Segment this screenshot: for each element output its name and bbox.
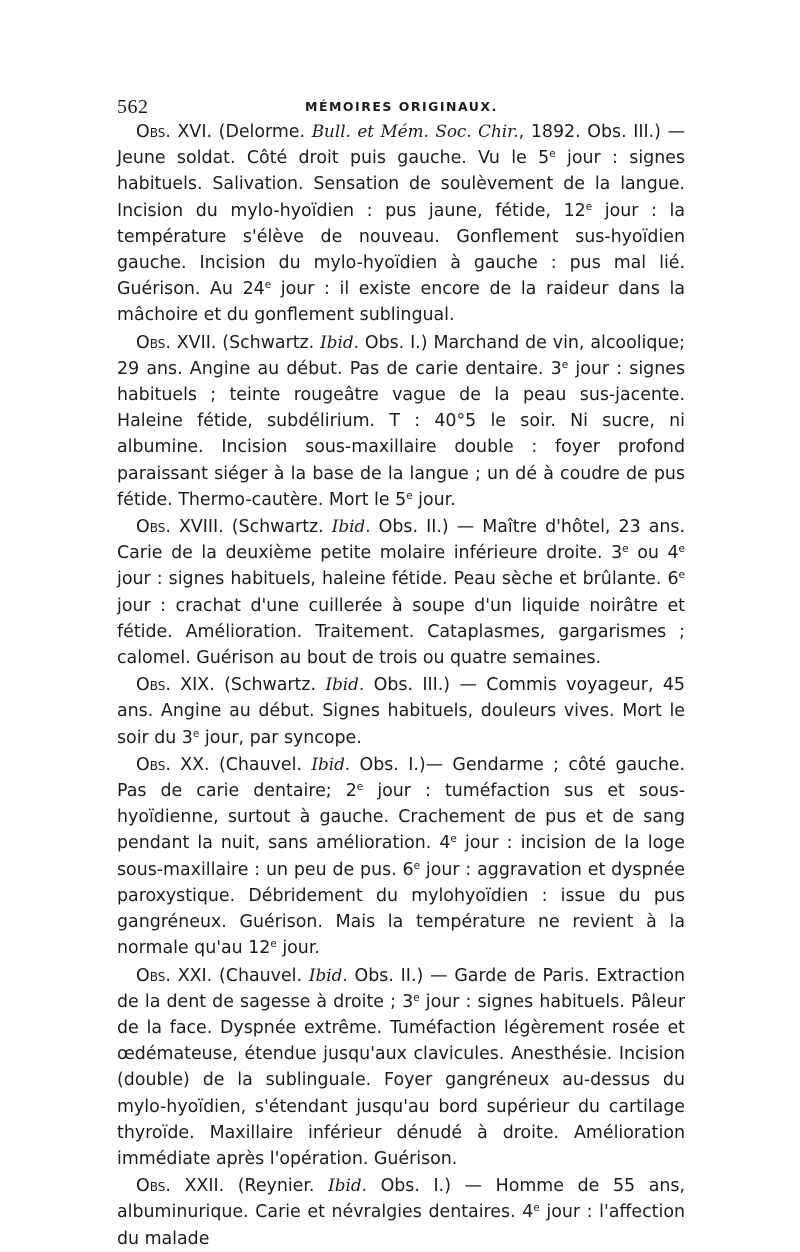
ordinal-sup: e [622, 543, 629, 556]
ordinal-sup: e [678, 543, 685, 556]
observation-xxii [117, 1172, 685, 1252]
observation-xx [117, 751, 685, 962]
obs-text: jour : la température s'élève de nouveau. Gonflement sus-hyoïdien gauche. Incision du mylo-hyoïdien à gauche : pus mal lié. Guérison. Au 24 [117, 200, 685, 300]
obs-text: jour : crachat d'une cuillerée à soupe d'un liquide noirâtre et fétide. Amélioration. Traitement. Cataplasmes, gargarismes ; calomel. Guérison au bout de trois ou quatre semaines. [117, 595, 685, 669]
obs-source: (Chauvel. [218, 754, 312, 775]
obs-text: jour : signes habituels. Pâleur de la face. Dyspnée extrême. Tuméfaction légèrement rosée et œdémateuse, étendue jusqu'aux clavicules. Anesthésie. Incision (double) de la sublinguale. Foyer gangréneux au-dessus du mylo-hyoïdien, s'étendant jusqu'au bord supérieur du cartilage thyroïde. Maxillaire inférieur dénudé à droite. Amélioration immédiate après l'opération. Guérison. [117, 991, 686, 1169]
observation-xviii [117, 513, 685, 671]
obs-label: Obs. XX. [136, 754, 210, 775]
obs-text: jour. [412, 489, 456, 510]
observation-xvi [117, 118, 685, 329]
ordinal-sup: e [533, 1202, 540, 1215]
obs-text: Obs. I.)— Gendarme ; côté gauche. Pas de carie dentaire; 2 [117, 754, 685, 802]
ordinal-sup: e [549, 148, 556, 161]
observation-xvii [117, 329, 685, 513]
body-text [117, 118, 685, 1252]
obs-label: Obs. XVIII. [136, 517, 224, 538]
obs-label: Obs. XVII. [136, 332, 217, 353]
ordinal-sup: e [406, 489, 413, 502]
obs-source: (Schwartz. [222, 332, 321, 353]
ordinal-sup: e [192, 727, 200, 740]
obs-text: jour : signes habituels. Salivation. Sensation de soulèvement de la langue. Incision du mylo-hyoïdien : pus jaune, fétide, 12 [117, 148, 685, 221]
obs-text: jour : il existe encore de la raideur dans la mâchoire et du gonflement sublingual. [117, 279, 685, 326]
obs-ibid: Ibid. [325, 674, 365, 695]
page-header [117, 96, 685, 120]
obs-text: jour : signes habituels, haleine fétide. Peau sèche et brûlante. 6 [117, 569, 679, 590]
ordinal-sup: e [561, 358, 569, 371]
obs-text: Obs. II.) — Maître d'hôtel, 23 ans. Carie de la deuxième petite molaire inférieure droite. 3 [117, 517, 685, 564]
ordinal-sup: e [270, 938, 277, 951]
obs-text: jour : aggravation et dyspnée paroxystique. Débridement du mylohyoïdien : issue du pus gangréneux. Guérison. Mais la température ne revient à la normale qu'au 12 [117, 859, 685, 959]
observation-xix [117, 671, 685, 751]
obs-text: Obs. I.) Marchand de vin, alcoolique; 29 ans. Angine au début. Pas de carie dentaire. 3 [117, 332, 685, 379]
ordinal-sup: e [678, 569, 685, 582]
obs-source: (Schwartz. [224, 675, 326, 696]
obs-ibid: Ibid. [311, 753, 351, 774]
obs-text: jour. [276, 938, 320, 959]
ordinal-sup: e [450, 833, 457, 846]
obs-source: (Delorme. [218, 122, 312, 142]
ordinal-sup: e [356, 781, 364, 794]
obs-label: Obs. XVI. [136, 122, 212, 142]
obs-text: Obs. II.) — Garde de Paris. Extraction de la dent de sagesse à droite ; 3 [117, 965, 686, 1012]
obs-ibid: Ibid. [308, 964, 348, 985]
observation-xxi [117, 962, 685, 1173]
ordinal-sup: e [585, 200, 593, 213]
obs-ibid: Ibid. [320, 331, 359, 352]
obs-ibid: Ibid. [331, 516, 371, 537]
ordinal-sup: e [264, 279, 272, 292]
obs-text: jour : signes habituels ; teinte rougeâtre vague de la peau sus-jacente. Haleine fétide, subdélirium. T : 40°5 le soir. Ni sucre, ni albumine. Incision sous-maxillaire double : foyer profond paraissant siéger à la base de la langue ; un dé à coudre de pus fétide. Thermo-cautère. Mort le 5 [117, 358, 685, 510]
obs-text: jour : l'affection du malade [117, 1202, 685, 1249]
obs-text: Obs. III.) — Commis voyageur, 45 ans. Angine au début. Signes habituels, douleurs vives. Mort le soir du 3 [117, 675, 685, 748]
obs-text: jour : incision de la loge sous-maxillaire : un peu de pus. 6 [117, 833, 685, 880]
obs-ibid: Ibid. [328, 1175, 367, 1196]
obs-journal-title: Bull. et Mém. Soc. Chir. [311, 121, 519, 141]
obs-text: Obs. I.) — Homme de 55 ans, albuminurique. Carie et névralgies dentaires. 4 [117, 1176, 685, 1223]
obs-source: (Schwartz. [231, 517, 332, 538]
obs-source: (Reynier. [237, 1176, 329, 1197]
ordinal-sup: e [413, 859, 421, 872]
page-number: 562 [117, 96, 149, 118]
obs-label: Obs. XIX. [136, 675, 215, 696]
obs-text: jour : tuméfaction sus et sous-hyoïdienne, surtout à gauche. Crachement de pus et de sang pendant la nuit, sans amélioration. 4 [117, 781, 685, 854]
obs-source: (Chauvel. [219, 965, 309, 986]
obs-text: ou 4 [628, 543, 679, 564]
obs-text: jour, par syncope. [199, 727, 362, 748]
obs-label: Obs. XXII. [136, 1176, 225, 1197]
ordinal-sup: e [413, 991, 420, 1004]
obs-label: Obs. XXI. [136, 965, 213, 986]
running-title: MÉMOIRES ORIGINAUX. [305, 99, 498, 114]
obs-text: , 1892. Obs. III.) — Jeune soldat. Côté droit puis gauche. Vu le 5 [117, 122, 686, 169]
